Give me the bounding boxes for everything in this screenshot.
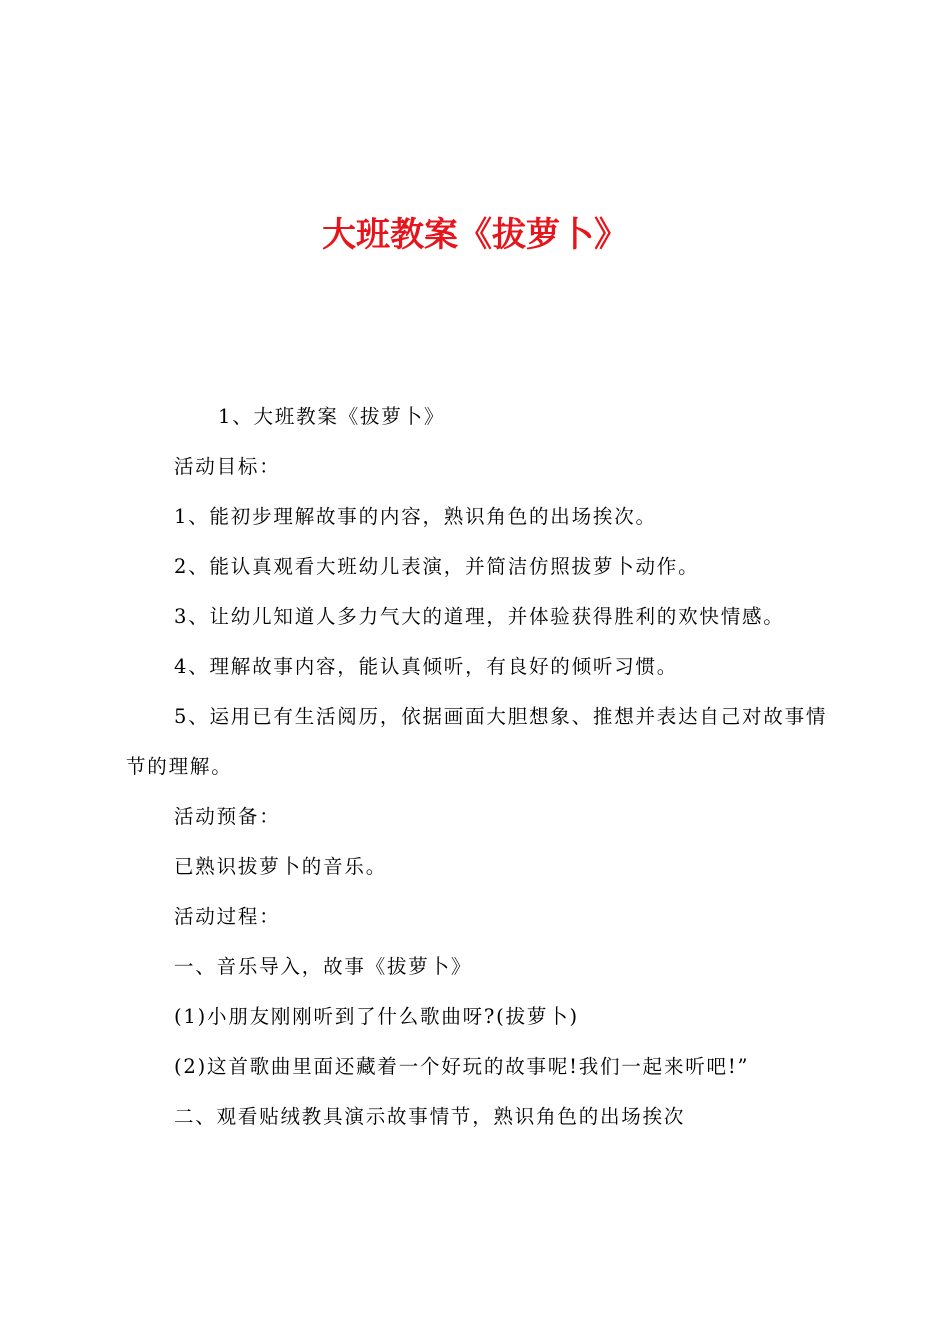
paragraph-question-1: (1)小朋友刚刚听到了什么歌曲呀?(拔萝卜) <box>174 1005 579 1028</box>
paragraph-goals-heading: 活动目标： <box>174 455 281 478</box>
document-title: 大班教案《拔萝卜》 <box>322 215 628 255</box>
paragraph-goal-5: 5、运用已有生活阅历，依据画面大胆想象、推想并表达自己对故事情节的理解。 <box>126 705 828 778</box>
section-heading: 1、大班教案《拔萝卜》 <box>218 405 446 428</box>
paragraph-goal-1: 1、能初步理解故事的内容，熟识角色的出场挨次。 <box>174 505 657 528</box>
paragraph-step-2: 二、观看贴绒教具演示故事情节，熟识角色的出场挨次 <box>174 1105 686 1128</box>
paragraph-process-heading: 活动过程： <box>174 905 281 928</box>
paragraph-prep-heading: 活动预备： <box>174 805 281 828</box>
paragraph-prep: 已熟识拔萝卜的音乐。 <box>174 855 388 878</box>
paragraph-goal-3: 3、让幼儿知道人多力气大的道理，并体验获得胜利的欢快情感。 <box>174 605 785 628</box>
paragraph-goal-4: 4、理解故事内容，能认真倾听，有良好的倾听习惯。 <box>174 655 679 678</box>
paragraph-question-2: (2)这首歌曲里面还藏着一个好玩的故事呢!我们一起来听吧!” <box>174 1055 750 1078</box>
document-body <box>126 392 834 1142</box>
paragraph-goal-2: 2、能认真观看大班幼儿表演，并简洁仿照拔萝卜动作。 <box>174 555 700 578</box>
paragraph-step-1: 一、音乐导入，故事《拔萝卜》 <box>174 955 473 978</box>
